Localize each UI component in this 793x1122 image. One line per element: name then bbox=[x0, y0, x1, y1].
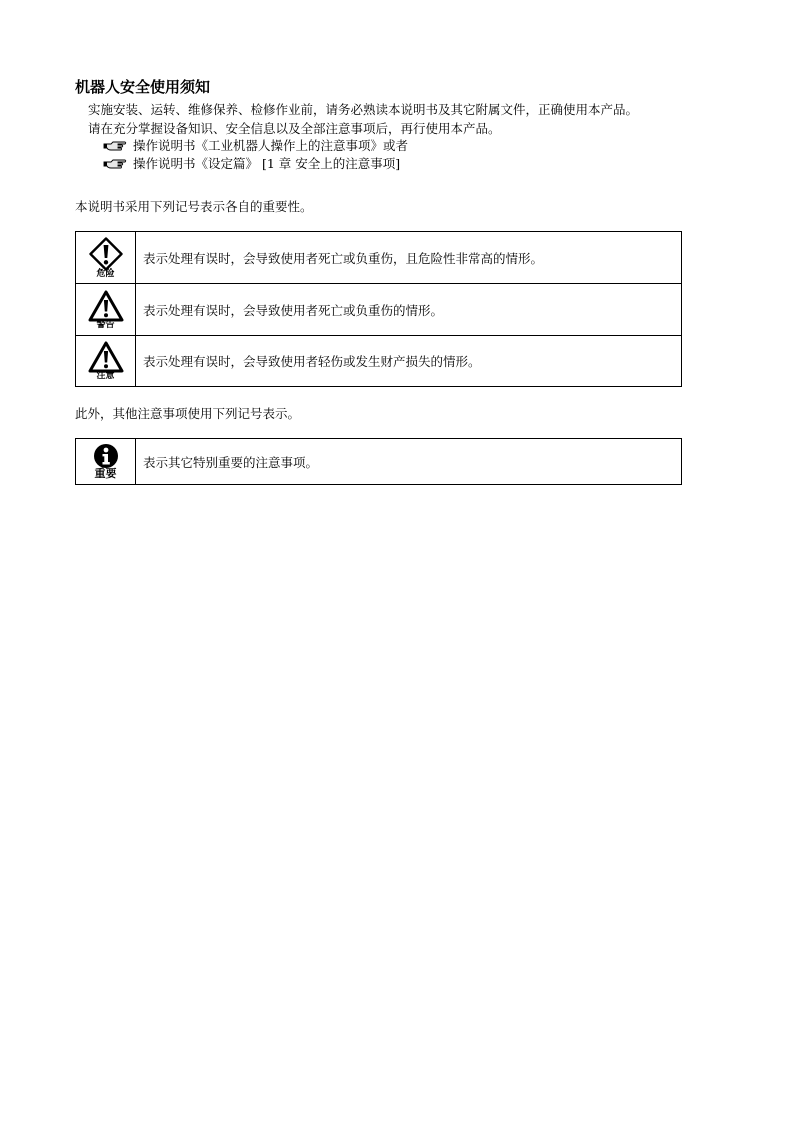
pointing-hand-icon bbox=[103, 140, 127, 152]
danger-icon bbox=[89, 237, 123, 271]
reference-text-2: 操作说明书《设定篇》 [1 章 安全上的注意事项] bbox=[133, 156, 401, 171]
intro-line-1: 实施安装、运转、维修保养、检修作业前，请务必熟读本说明书及其它附属文件，正确使用本产品。 bbox=[88, 102, 639, 117]
warning-description: 表示处理有误时，会导致使用者死亡或负重伤的情形。 bbox=[136, 284, 682, 336]
reference-item-2 bbox=[103, 156, 400, 172]
symbols-intro: 本说明书采用下列记号表示各自的重要性。 bbox=[75, 199, 313, 214]
warning-label: 警告 bbox=[96, 319, 115, 330]
important-description: 表示其它特别重要的注意事项。 bbox=[136, 439, 682, 485]
reference-text-1: 操作说明书《工业机器人操作上的注意事项》或者 bbox=[133, 138, 409, 153]
danger-description: 表示处理有误时，会导致使用者死亡或负重伤，且危险性非常高的情形。 bbox=[136, 232, 682, 284]
caution-icon bbox=[88, 341, 124, 373]
important-label: 重要 bbox=[94, 467, 117, 480]
symbol-row-important bbox=[76, 439, 682, 485]
important-icon bbox=[93, 443, 119, 469]
symbol-row-caution bbox=[76, 336, 682, 387]
caution-description: 表示处理有误时，会导致使用者轻伤或发生财产损失的情形。 bbox=[136, 336, 682, 387]
danger-label: 危险 bbox=[96, 268, 115, 279]
symbol-row-danger bbox=[76, 232, 682, 284]
other-symbols-intro: 此外，其他注意事项使用下列记号表示。 bbox=[75, 406, 301, 421]
caution-label: 注意 bbox=[96, 371, 115, 381]
intro-line-2: 请在充分掌握设备知识、安全信息以及全部注意事项后，再行使用本产品。 bbox=[88, 121, 501, 136]
symbol-row-warning bbox=[76, 284, 682, 336]
pointing-hand-icon bbox=[103, 158, 127, 170]
reference-item-1 bbox=[103, 138, 408, 154]
important-table bbox=[75, 438, 682, 485]
symbol-table bbox=[75, 231, 682, 387]
page-title: 机器人安全使用须知 bbox=[75, 78, 211, 96]
warning-icon bbox=[88, 290, 124, 322]
